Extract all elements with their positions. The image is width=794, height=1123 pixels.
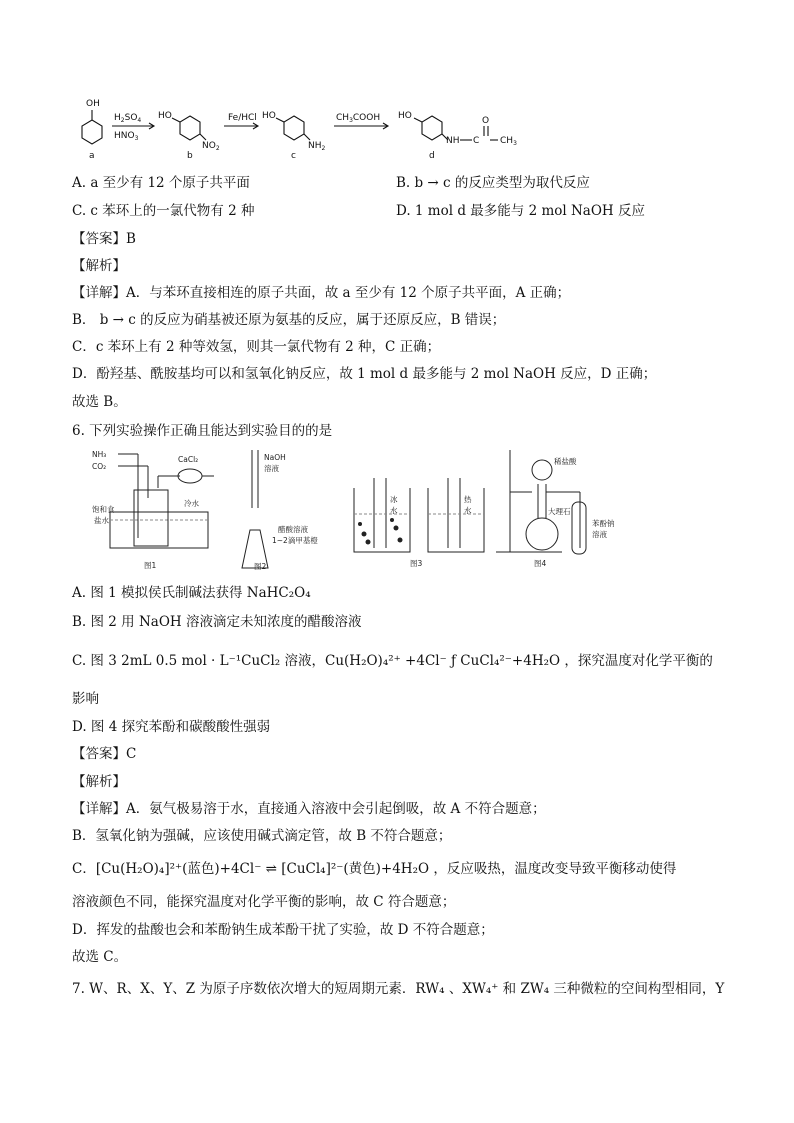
q6-option-b: B. 图 2 用 NaOH 溶液滴定未知浓度的醋酸溶液 — [72, 614, 362, 630]
q6-analysis-heading: 【解析】 — [72, 774, 126, 790]
svg-text:HNO3: $HNO_3$ — [114, 131, 139, 142]
svg-text:O: O — [482, 116, 490, 126]
compound-b-label: b — [187, 151, 193, 161]
q5-explain-c: C．c 苯环上有 2 种等效氢，则其一氯代物有 2 种，C 正确； — [72, 339, 441, 355]
reaction-scheme — [72, 92, 632, 162]
fig1-cold-water-label: 冷水 — [184, 499, 199, 508]
q6-option-d: D. 图 4 探究苯酚和碳酸酸性强弱 — [72, 719, 271, 735]
fig3-caption: 图3 — [410, 559, 423, 568]
q5-explain-b: B． b → c 的反应为硝基被还原为氨基的反应，属于还原反应，B 错误； — [72, 312, 506, 328]
svg-text:水: 水 — [390, 506, 398, 515]
fig1-co2-label: CO₂ — [92, 462, 107, 471]
q5-answer: 【答案】B — [72, 231, 136, 247]
q6-option-c-cont: 影响 — [72, 691, 99, 707]
q6-stem: 6. 下列实验操作正确且能达到实验目的的是 — [72, 423, 333, 439]
svg-text:饱和食: 饱和食 — [92, 505, 115, 514]
fig4-marble-label: 大理石 — [548, 507, 571, 516]
q6-explain-c: C．[Cu(H₂O)₄]²⁺(蓝色)+4Cl⁻ ⇌ [CuCl₄]²⁻(黄色)+4H₂O ，反应吸热，温度改变导致平衡移动使得 — [72, 861, 677, 877]
fig4-hcl-label: 稀盐酸 — [554, 457, 577, 466]
q6-option-c: C. 图 3 2mL 0.5 mol · L⁻¹CuCl₂ 溶液，Cu(H₂O)₄²⁺ +4Cl⁻ ƒ CuCl₄²⁻+4H₂O ，探究温度对化学平衡的 — [72, 653, 713, 669]
q5-option-a: A. a 至少有 12 个原子共平面 — [72, 175, 250, 191]
q6-conclusion: 故选 C。 — [72, 949, 128, 965]
q6-explain-b: B．氢氧化钠为强碱，应该使用碱式滴定管，故 B 不符合题意； — [72, 828, 452, 844]
q5-option-c: C. c 苯环上的一氯代物有 2 种 — [72, 203, 255, 219]
svg-text:CH3: $CH_3$ — [500, 136, 517, 147]
svg-text:NO2: $NO_2$ — [202, 141, 220, 152]
fig2-caption: 图2 — [254, 562, 267, 571]
q7-stem: 7. W、R、X、Y、Z 为原子序数依次增大的短周期元素．RW₄ 、XW₄⁺ 和 ZW₄ 三种微粒的空间构型相同，Y — [72, 981, 725, 997]
fig2-acetic-label: 醋酸溶液 — [278, 525, 308, 534]
fig1-cacl2-label: CaCl₂ — [178, 455, 199, 464]
svg-text:H2SO4: $H_2SO_4$ — [114, 113, 142, 124]
q6-answer: 【答案】C — [72, 746, 137, 762]
svg-text:苯酚钠: 苯酚钠 — [592, 519, 615, 528]
q6-option-a: A. 图 1 模拟侯氏制碱法获得 NaHC₂O₄ — [72, 585, 311, 601]
svg-text:C: C — [473, 136, 480, 146]
q5-explain-d: D．酚羟基、酰胺基均可以和氢氧化钠反应，故 1 mol d 最多能与 2 mol NaOH 反应，D 正确； — [72, 366, 657, 382]
svg-text:HO: HO — [262, 111, 276, 121]
q5-option-d: D. 1 mol d 最多能与 2 mol NaOH 反应 — [396, 203, 645, 219]
q5-explain-a: 【详解】A．与苯环直接相连的原子共面，故 a 至少有 12 个原子共平面，A 正确； — [72, 285, 571, 301]
svg-text:1~2滴甲基橙: 1~2滴甲基橙 — [272, 536, 318, 545]
svg-text:NH2: $NH_2$ — [308, 141, 326, 152]
svg-text:NH: NH — [446, 136, 460, 146]
compound-d-label: d — [429, 151, 435, 161]
q5-analysis-heading: 【解析】 — [72, 258, 126, 274]
q6-explain-d: D．挥发的盐酸也会和苯酚钠生成苯酚干扰了实验，故 D 不符合题意； — [72, 922, 494, 938]
svg-text:盐水: 盐水 — [94, 516, 109, 525]
svg-text:HO: HO — [398, 111, 412, 121]
compound-c-label: c — [291, 151, 296, 161]
q6-explain-a: 【详解】A．氨气极易溶于水，直接通入溶液中会引起倒吸，故 A 不符合题意； — [72, 801, 546, 817]
svg-text:HO: HO — [158, 111, 172, 121]
svg-text:热: 热 — [464, 495, 472, 504]
q5-option-b: B. b → c 的反应类型为取代反应 — [396, 175, 590, 191]
q6-explain-c-cont: 溶液颜色不同，能探究温度对化学平衡的影响，故 C 符合题意； — [72, 894, 456, 910]
svg-text:CH3COOH: $CH_3COOH$ — [336, 113, 381, 124]
svg-text:溶液: 溶液 — [592, 530, 607, 539]
fig1-caption: 图1 — [144, 561, 157, 570]
svg-text:溶液: 溶液 — [264, 464, 279, 473]
q5-conclusion: 故选 B。 — [72, 394, 127, 410]
svg-text:水: 水 — [464, 506, 472, 515]
compound-a-label: a — [89, 151, 95, 161]
fig4-caption: 图4 — [534, 559, 547, 568]
svg-text:冰: 冰 — [390, 495, 398, 504]
apparatus-figures — [92, 448, 652, 572]
oh-label: OH — [86, 99, 100, 109]
fig1-nh3-label: NH₃ — [92, 450, 107, 459]
svg-text:NaOH: NaOH — [264, 453, 286, 462]
reagent-fe-hcl: Fe/HCl — [228, 113, 257, 123]
